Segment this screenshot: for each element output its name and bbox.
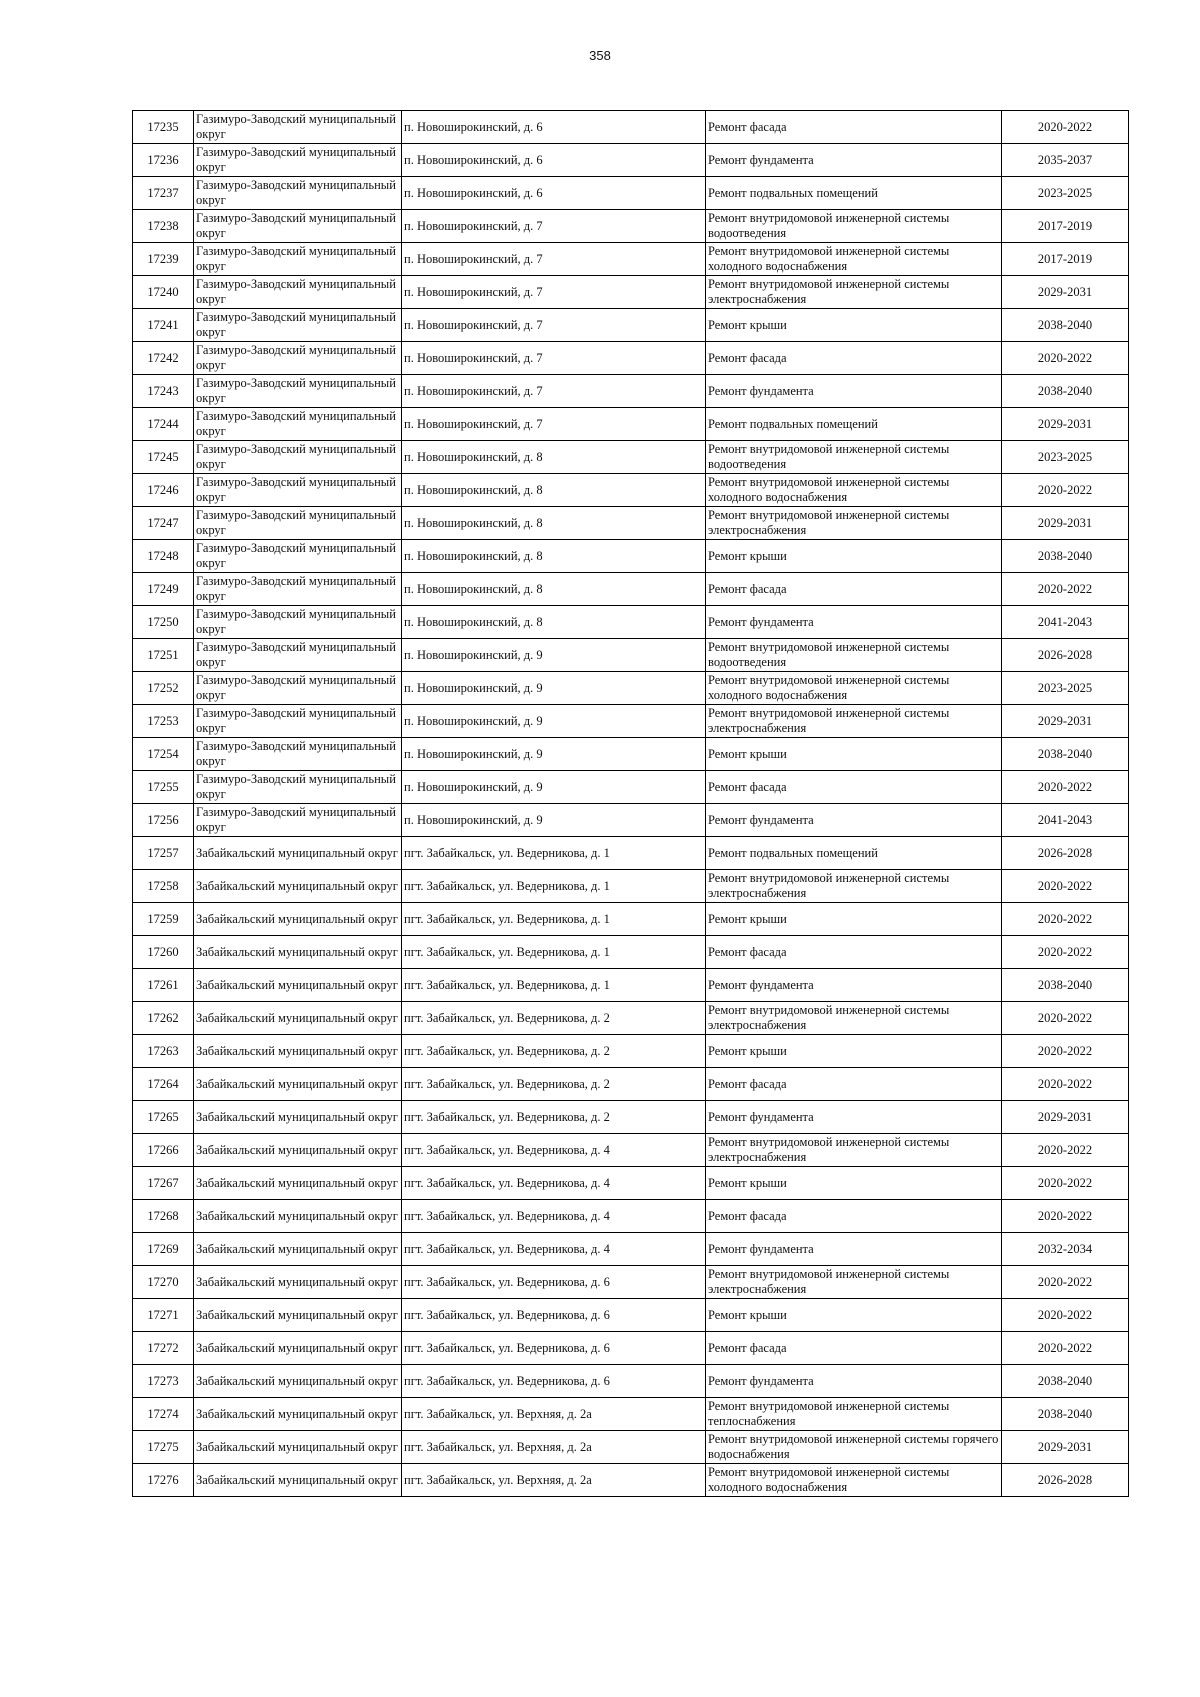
address-cell: п. Новоширокинский, д. 9 xyxy=(402,771,706,804)
table-row xyxy=(133,342,1129,375)
row-number: 17244 xyxy=(133,408,194,441)
row-number: 17240 xyxy=(133,276,194,309)
table-row xyxy=(133,903,1129,936)
table-row xyxy=(133,276,1129,309)
period-cell: 2017-2019 xyxy=(1002,243,1129,276)
address-cell: пгт. Забайкальск, ул. Ведерникова, д. 2 xyxy=(402,1035,706,1068)
municipality-cell: Газимуро-Заводский муниципальный округ xyxy=(194,738,402,771)
period-cell: 2020-2022 xyxy=(1002,111,1129,144)
address-cell: пгт. Забайкальск, ул. Ведерникова, д. 1 xyxy=(402,870,706,903)
row-number: 17247 xyxy=(133,507,194,540)
address-cell: п. Новоширокинский, д. 7 xyxy=(402,243,706,276)
work-type-cell: Ремонт фасада xyxy=(706,1332,1002,1365)
table-row xyxy=(133,1398,1129,1431)
row-number: 17255 xyxy=(133,771,194,804)
work-type-cell: Ремонт фундамента xyxy=(706,1365,1002,1398)
address-cell: пгт. Забайкальск, ул. Ведерникова, д. 2 xyxy=(402,1068,706,1101)
table-row xyxy=(133,507,1129,540)
period-cell: 2020-2022 xyxy=(1002,1332,1129,1365)
row-number: 17245 xyxy=(133,441,194,474)
table-row xyxy=(133,177,1129,210)
period-cell: 2020-2022 xyxy=(1002,1200,1129,1233)
municipality-cell: Забайкальский муниципальный округ xyxy=(194,1002,402,1035)
table-row xyxy=(133,243,1129,276)
work-type-cell: Ремонт внутридомовой инженерной системы электроснабжения xyxy=(706,276,1002,309)
address-cell: п. Новоширокинский, д. 9 xyxy=(402,639,706,672)
work-type-cell: Ремонт фундамента xyxy=(706,144,1002,177)
municipality-cell: Газимуро-Заводский муниципальный округ xyxy=(194,540,402,573)
municipality-cell: Забайкальский муниципальный округ xyxy=(194,1200,402,1233)
work-type-cell: Ремонт внутридомовой инженерной системы водоотведения xyxy=(706,210,1002,243)
row-number: 17267 xyxy=(133,1167,194,1200)
period-cell: 2026-2028 xyxy=(1002,837,1129,870)
row-number: 17239 xyxy=(133,243,194,276)
row-number: 17274 xyxy=(133,1398,194,1431)
municipality-cell: Забайкальский муниципальный округ xyxy=(194,1134,402,1167)
table-row xyxy=(133,309,1129,342)
row-number: 17238 xyxy=(133,210,194,243)
row-number: 17253 xyxy=(133,705,194,738)
table-row xyxy=(133,474,1129,507)
period-cell: 2038-2040 xyxy=(1002,1398,1129,1431)
address-cell: п. Новоширокинский, д. 8 xyxy=(402,540,706,573)
work-type-cell: Ремонт внутридомовой инженерной системы холодного водоснабжения xyxy=(706,1464,1002,1497)
work-type-cell: Ремонт внутридомовой инженерной системы теплоснабжения xyxy=(706,1398,1002,1431)
period-cell: 2038-2040 xyxy=(1002,738,1129,771)
period-cell: 2026-2028 xyxy=(1002,639,1129,672)
address-cell: п. Новоширокинский, д. 8 xyxy=(402,441,706,474)
address-cell: п. Новоширокинский, д. 8 xyxy=(402,474,706,507)
municipality-cell: Газимуро-Заводский муниципальный округ xyxy=(194,243,402,276)
address-cell: пгт. Забайкальск, ул. Верхняя, д. 2а xyxy=(402,1464,706,1497)
address-cell: п. Новоширокинский, д. 7 xyxy=(402,342,706,375)
row-number: 17269 xyxy=(133,1233,194,1266)
municipality-cell: Газимуро-Заводский муниципальный округ xyxy=(194,441,402,474)
work-type-cell: Ремонт внутридомовой инженерной системы электроснабжения xyxy=(706,870,1002,903)
work-type-cell: Ремонт фундамента xyxy=(706,969,1002,1002)
address-cell: пгт. Забайкальск, ул. Ведерникова, д. 4 xyxy=(402,1134,706,1167)
municipality-cell: Газимуро-Заводский муниципальный округ xyxy=(194,573,402,606)
work-type-cell: Ремонт внутридомовой инженерной системы электроснабжения xyxy=(706,1266,1002,1299)
work-type-cell: Ремонт крыши xyxy=(706,1299,1002,1332)
period-cell: 2038-2040 xyxy=(1002,540,1129,573)
work-type-cell: Ремонт фасада xyxy=(706,771,1002,804)
address-cell: пгт. Забайкальск, ул. Ведерникова, д. 4 xyxy=(402,1167,706,1200)
municipality-cell: Забайкальский муниципальный округ xyxy=(194,1431,402,1464)
work-type-cell: Ремонт подвальных помещений xyxy=(706,177,1002,210)
period-cell: 2017-2019 xyxy=(1002,210,1129,243)
address-cell: пгт. Забайкальск, ул. Ведерникова, д. 6 xyxy=(402,1332,706,1365)
work-type-cell: Ремонт внутридомовой инженерной системы водоотведения xyxy=(706,639,1002,672)
address-cell: пгт. Забайкальск, ул. Ведерникова, д. 1 xyxy=(402,936,706,969)
municipality-cell: Газимуро-Заводский муниципальный округ xyxy=(194,507,402,540)
row-number: 17266 xyxy=(133,1134,194,1167)
work-type-cell: Ремонт фасада xyxy=(706,573,1002,606)
work-type-cell: Ремонт фасада xyxy=(706,936,1002,969)
work-type-cell: Ремонт фундамента xyxy=(706,375,1002,408)
row-number: 17254 xyxy=(133,738,194,771)
work-type-cell: Ремонт внутридомовой инженерной системы холодного водоснабжения xyxy=(706,243,1002,276)
row-number: 17237 xyxy=(133,177,194,210)
works-table xyxy=(132,110,1129,1497)
row-number: 17265 xyxy=(133,1101,194,1134)
address-cell: п. Новоширокинский, д. 9 xyxy=(402,672,706,705)
period-cell: 2020-2022 xyxy=(1002,1266,1129,1299)
row-number: 17258 xyxy=(133,870,194,903)
table-row xyxy=(133,375,1129,408)
period-cell: 2029-2031 xyxy=(1002,705,1129,738)
work-type-cell: Ремонт фасада xyxy=(706,1068,1002,1101)
work-type-cell: Ремонт внутридомовой инженерной системы водоотведения xyxy=(706,441,1002,474)
work-type-cell: Ремонт крыши xyxy=(706,738,1002,771)
table-row xyxy=(133,639,1129,672)
work-type-cell: Ремонт подвальных помещений xyxy=(706,837,1002,870)
address-cell: пгт. Забайкальск, ул. Верхняя, д. 2а xyxy=(402,1431,706,1464)
work-type-cell: Ремонт подвальных помещений xyxy=(706,408,1002,441)
address-cell: пгт. Забайкальск, ул. Ведерникова, д. 1 xyxy=(402,837,706,870)
table-row xyxy=(133,870,1129,903)
period-cell: 2020-2022 xyxy=(1002,573,1129,606)
municipality-cell: Забайкальский муниципальный округ xyxy=(194,870,402,903)
work-type-cell: Ремонт крыши xyxy=(706,903,1002,936)
period-cell: 2029-2031 xyxy=(1002,507,1129,540)
row-number: 17243 xyxy=(133,375,194,408)
address-cell: п. Новоширокинский, д. 6 xyxy=(402,177,706,210)
address-cell: п. Новоширокинский, д. 8 xyxy=(402,606,706,639)
municipality-cell: Газимуро-Заводский муниципальный округ xyxy=(194,375,402,408)
address-cell: п. Новоширокинский, д. 9 xyxy=(402,705,706,738)
address-cell: п. Новоширокинский, д. 9 xyxy=(402,738,706,771)
address-cell: пгт. Забайкальск, ул. Ведерникова, д. 6 xyxy=(402,1365,706,1398)
municipality-cell: Забайкальский муниципальный округ xyxy=(194,1233,402,1266)
row-number: 17260 xyxy=(133,936,194,969)
table-row xyxy=(133,1365,1129,1398)
municipality-cell: Газимуро-Заводский муниципальный округ xyxy=(194,771,402,804)
work-type-cell: Ремонт внутридомовой инженерной системы холодного водоснабжения xyxy=(706,672,1002,705)
table-row xyxy=(133,1167,1129,1200)
row-number: 17235 xyxy=(133,111,194,144)
row-number: 17275 xyxy=(133,1431,194,1464)
period-cell: 2020-2022 xyxy=(1002,771,1129,804)
municipality-cell: Газимуро-Заводский муниципальный округ xyxy=(194,111,402,144)
period-cell: 2020-2022 xyxy=(1002,1035,1129,1068)
work-type-cell: Ремонт фундамента xyxy=(706,1101,1002,1134)
address-cell: п. Новоширокинский, д. 8 xyxy=(402,507,706,540)
table-row xyxy=(133,606,1129,639)
municipality-cell: Газимуро-Заводский муниципальный округ xyxy=(194,474,402,507)
period-cell: 2038-2040 xyxy=(1002,969,1129,1002)
municipality-cell: Газимуро-Заводский муниципальный округ xyxy=(194,210,402,243)
work-type-cell: Ремонт внутридомовой инженерной системы электроснабжения xyxy=(706,1134,1002,1167)
address-cell: п. Новоширокинский, д. 7 xyxy=(402,375,706,408)
period-cell: 2020-2022 xyxy=(1002,342,1129,375)
table-body xyxy=(133,111,1129,1497)
municipality-cell: Газимуро-Заводский муниципальный округ xyxy=(194,639,402,672)
period-cell: 2023-2025 xyxy=(1002,177,1129,210)
period-cell: 2029-2031 xyxy=(1002,1101,1129,1134)
row-number: 17248 xyxy=(133,540,194,573)
row-number: 17236 xyxy=(133,144,194,177)
address-cell: п. Новоширокинский, д. 6 xyxy=(402,144,706,177)
table-row xyxy=(133,1431,1129,1464)
municipality-cell: Газимуро-Заводский муниципальный округ xyxy=(194,309,402,342)
municipality-cell: Забайкальский муниципальный округ xyxy=(194,903,402,936)
municipality-cell: Забайкальский муниципальный округ xyxy=(194,969,402,1002)
municipality-cell: Забайкальский муниципальный округ xyxy=(194,1398,402,1431)
address-cell: пгт. Забайкальск, ул. Ведерникова, д. 1 xyxy=(402,969,706,1002)
table-row xyxy=(133,1101,1129,1134)
municipality-cell: Газимуро-Заводский муниципальный округ xyxy=(194,672,402,705)
table-row xyxy=(133,210,1129,243)
period-cell: 2038-2040 xyxy=(1002,375,1129,408)
period-cell: 2023-2025 xyxy=(1002,441,1129,474)
row-number: 17256 xyxy=(133,804,194,837)
row-number: 17249 xyxy=(133,573,194,606)
period-cell: 2020-2022 xyxy=(1002,1002,1129,1035)
table-row xyxy=(133,672,1129,705)
table-row xyxy=(133,705,1129,738)
table-row xyxy=(133,771,1129,804)
address-cell: пгт. Забайкальск, ул. Верхняя, д. 2а xyxy=(402,1398,706,1431)
address-cell: п. Новоширокинский, д. 8 xyxy=(402,573,706,606)
row-number: 17261 xyxy=(133,969,194,1002)
table-row xyxy=(133,1200,1129,1233)
municipality-cell: Газимуро-Заводский муниципальный округ xyxy=(194,177,402,210)
municipality-cell: Забайкальский муниципальный округ xyxy=(194,1266,402,1299)
municipality-cell: Газимуро-Заводский муниципальный округ xyxy=(194,144,402,177)
row-number: 17272 xyxy=(133,1332,194,1365)
work-type-cell: Ремонт крыши xyxy=(706,1035,1002,1068)
period-cell: 2041-2043 xyxy=(1002,804,1129,837)
work-type-cell: Ремонт фундамента xyxy=(706,1233,1002,1266)
table-row xyxy=(133,111,1129,144)
table-row xyxy=(133,540,1129,573)
municipality-cell: Забайкальский муниципальный округ xyxy=(194,1332,402,1365)
municipality-cell: Забайкальский муниципальный округ xyxy=(194,1464,402,1497)
period-cell: 2035-2037 xyxy=(1002,144,1129,177)
table-row xyxy=(133,1464,1129,1497)
period-cell: 2026-2028 xyxy=(1002,1464,1129,1497)
row-number: 17242 xyxy=(133,342,194,375)
table-row xyxy=(133,1266,1129,1299)
table-row xyxy=(133,1002,1129,1035)
work-type-cell: Ремонт крыши xyxy=(706,1167,1002,1200)
address-cell: пгт. Забайкальск, ул. Ведерникова, д. 2 xyxy=(402,1101,706,1134)
period-cell: 2038-2040 xyxy=(1002,309,1129,342)
work-type-cell: Ремонт фасада xyxy=(706,342,1002,375)
address-cell: пгт. Забайкальск, ул. Ведерникова, д. 1 xyxy=(402,903,706,936)
period-cell: 2029-2031 xyxy=(1002,1431,1129,1464)
address-cell: пгт. Забайкальск, ул. Ведерникова, д. 6 xyxy=(402,1299,706,1332)
period-cell: 2020-2022 xyxy=(1002,1134,1129,1167)
period-cell: 2020-2022 xyxy=(1002,870,1129,903)
table-row xyxy=(133,1068,1129,1101)
address-cell: пгт. Забайкальск, ул. Ведерникова, д. 6 xyxy=(402,1266,706,1299)
municipality-cell: Забайкальский муниципальный округ xyxy=(194,837,402,870)
period-cell: 2020-2022 xyxy=(1002,903,1129,936)
work-type-cell: Ремонт крыши xyxy=(706,309,1002,342)
municipality-cell: Газимуро-Заводский муниципальный округ xyxy=(194,276,402,309)
period-cell: 2029-2031 xyxy=(1002,276,1129,309)
table-row xyxy=(133,837,1129,870)
table-row xyxy=(133,441,1129,474)
table-row xyxy=(133,408,1129,441)
work-type-cell: Ремонт фундамента xyxy=(706,606,1002,639)
address-cell: п. Новоширокинский, д. 7 xyxy=(402,210,706,243)
municipality-cell: Газимуро-Заводский муниципальный округ xyxy=(194,342,402,375)
municipality-cell: Газимуро-Заводский муниципальный округ xyxy=(194,606,402,639)
municipality-cell: Забайкальский муниципальный округ xyxy=(194,1101,402,1134)
period-cell: 2032-2034 xyxy=(1002,1233,1129,1266)
municipality-cell: Забайкальский муниципальный округ xyxy=(194,936,402,969)
table-row xyxy=(133,1299,1129,1332)
table-row xyxy=(133,1134,1129,1167)
row-number: 17264 xyxy=(133,1068,194,1101)
work-type-cell: Ремонт внутридомовой инженерной системы горячего водоснабжения xyxy=(706,1431,1002,1464)
work-type-cell: Ремонт внутридомовой инженерной системы электроснабжения xyxy=(706,705,1002,738)
row-number: 17273 xyxy=(133,1365,194,1398)
row-number: 17263 xyxy=(133,1035,194,1068)
period-cell: 2023-2025 xyxy=(1002,672,1129,705)
address-cell: п. Новоширокинский, д. 7 xyxy=(402,408,706,441)
table-row xyxy=(133,1233,1129,1266)
period-cell: 2020-2022 xyxy=(1002,936,1129,969)
table-row xyxy=(133,1035,1129,1068)
row-number: 17250 xyxy=(133,606,194,639)
address-cell: пгт. Забайкальск, ул. Ведерникова, д. 4 xyxy=(402,1200,706,1233)
municipality-cell: Забайкальский муниципальный округ xyxy=(194,1365,402,1398)
work-type-cell: Ремонт внутридомовой инженерной системы электроснабжения xyxy=(706,1002,1002,1035)
municipality-cell: Газимуро-Заводский муниципальный округ xyxy=(194,705,402,738)
period-cell: 2020-2022 xyxy=(1002,474,1129,507)
table-row xyxy=(133,1332,1129,1365)
municipality-cell: Газимуро-Заводский муниципальный округ xyxy=(194,408,402,441)
address-cell: п. Новоширокинский, д. 9 xyxy=(402,804,706,837)
work-type-cell: Ремонт внутридомовой инженерной системы холодного водоснабжения xyxy=(706,474,1002,507)
work-type-cell: Ремонт фасада xyxy=(706,1200,1002,1233)
work-type-cell: Ремонт фасада xyxy=(706,111,1002,144)
table-row xyxy=(133,573,1129,606)
row-number: 17259 xyxy=(133,903,194,936)
table-row xyxy=(133,969,1129,1002)
period-cell: 2041-2043 xyxy=(1002,606,1129,639)
address-cell: пгт. Забайкальск, ул. Ведерникова, д. 4 xyxy=(402,1233,706,1266)
municipality-cell: Забайкальский муниципальный округ xyxy=(194,1068,402,1101)
row-number: 17270 xyxy=(133,1266,194,1299)
row-number: 17268 xyxy=(133,1200,194,1233)
table-row xyxy=(133,144,1129,177)
period-cell: 2038-2040 xyxy=(1002,1365,1129,1398)
address-cell: пгт. Забайкальск, ул. Ведерникова, д. 2 xyxy=(402,1002,706,1035)
municipality-cell: Забайкальский муниципальный округ xyxy=(194,1167,402,1200)
row-number: 17241 xyxy=(133,309,194,342)
page-number: 358 xyxy=(589,48,611,63)
table-row xyxy=(133,936,1129,969)
table-row xyxy=(133,738,1129,771)
work-type-cell: Ремонт фундамента xyxy=(706,804,1002,837)
row-number: 17276 xyxy=(133,1464,194,1497)
period-cell: 2020-2022 xyxy=(1002,1068,1129,1101)
municipality-cell: Забайкальский муниципальный округ xyxy=(194,1299,402,1332)
row-number: 17246 xyxy=(133,474,194,507)
period-cell: 2029-2031 xyxy=(1002,408,1129,441)
table-row xyxy=(133,804,1129,837)
address-cell: п. Новоширокинский, д. 6 xyxy=(402,111,706,144)
municipality-cell: Газимуро-Заводский муниципальный округ xyxy=(194,804,402,837)
row-number: 17251 xyxy=(133,639,194,672)
work-type-cell: Ремонт внутридомовой инженерной системы электроснабжения xyxy=(706,507,1002,540)
row-number: 17262 xyxy=(133,1002,194,1035)
period-cell: 2020-2022 xyxy=(1002,1167,1129,1200)
row-number: 17271 xyxy=(133,1299,194,1332)
row-number: 17257 xyxy=(133,837,194,870)
municipality-cell: Забайкальский муниципальный округ xyxy=(194,1035,402,1068)
address-cell: п. Новоширокинский, д. 7 xyxy=(402,309,706,342)
work-type-cell: Ремонт крыши xyxy=(706,540,1002,573)
address-cell: п. Новоширокинский, д. 7 xyxy=(402,276,706,309)
period-cell: 2020-2022 xyxy=(1002,1299,1129,1332)
row-number: 17252 xyxy=(133,672,194,705)
